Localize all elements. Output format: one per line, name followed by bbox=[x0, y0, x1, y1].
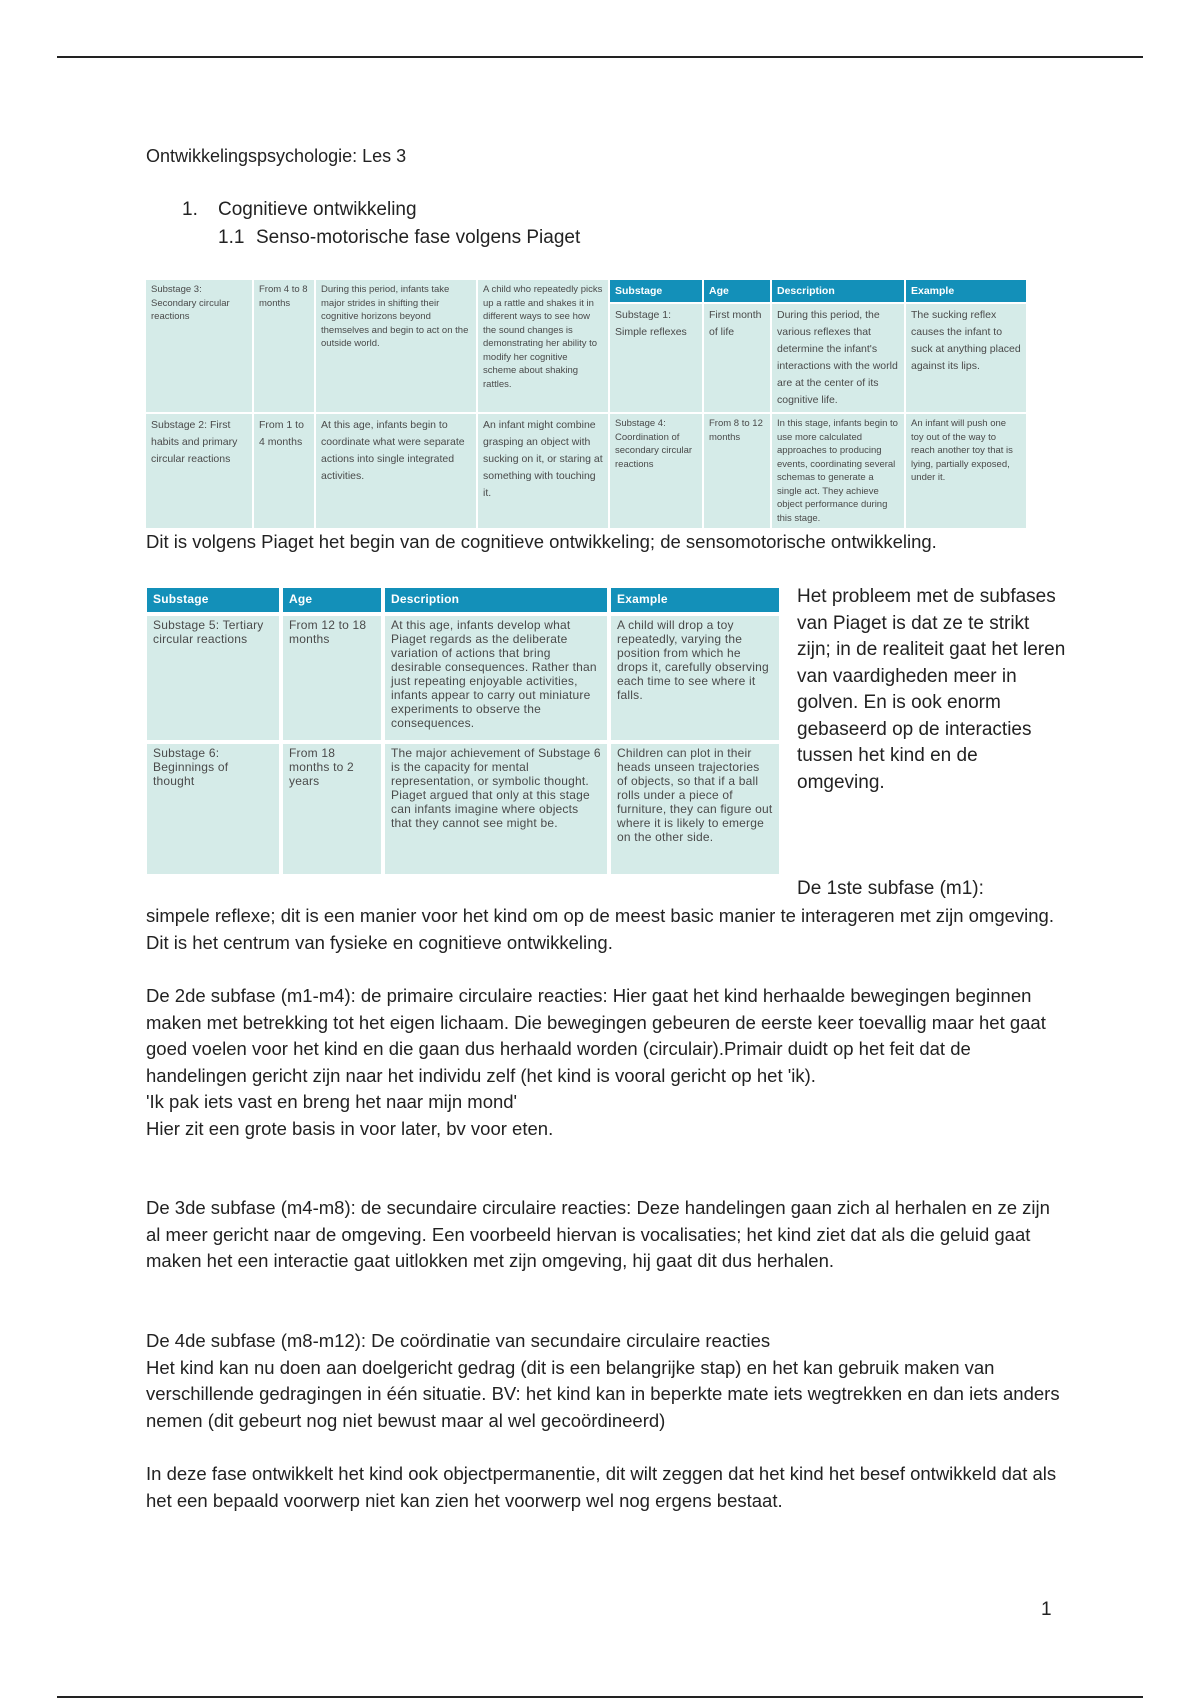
table-cell: Substage 5: Tertiary circular reactions bbox=[147, 616, 279, 740]
table-header-cell: Age bbox=[283, 588, 381, 612]
table-cell: Children can plot in their heads unseen trajectories of objects, so that if a ball rolls under a piece of furniture, they can figure out where it is likely to emerge on the other side. bbox=[611, 744, 779, 874]
paragraph-subfase-1: simpele reflexe; dit is een manier voor het kind om op de meest basic manier te interageren met zijn omgeving. Dit is het centrum van fysieke en cognitieve ontwikkeling. bbox=[146, 905, 1054, 953]
table-header-cell: Substage bbox=[147, 588, 279, 612]
page-number: 1 bbox=[1041, 1599, 1052, 1620]
table-cell: From 4 to 8 months bbox=[254, 280, 314, 412]
paragraph-text: Hier zit een grote basis in voor later, bv voor eten. bbox=[146, 1117, 554, 1139]
table-caption: Dit is volgens Piaget het begin van de cognitieve ontwikkeling; de sensomotorische ontwikkeling. bbox=[146, 531, 937, 552]
table-cell: Substage 2: First habits and primary circular reactions bbox=[146, 414, 252, 528]
table-cell: At this age, infants begin to coordinate what were separate actions into single integrated activities. bbox=[316, 414, 476, 528]
table-cell: First month of life bbox=[704, 304, 770, 412]
table-cell: The sucking reflex causes the infant to suck at anything placed against its lips. bbox=[906, 304, 1026, 412]
table-cell: In this stage, infants begin to use more calculated approaches to producing events, coordinating several schemas to generate a single act. They achieve object performance during this stage. bbox=[772, 414, 904, 528]
side-note: Het probleem met de subfases van Piaget is dat ze te strikt zijn; in de realiteit gaat het leren van vaardigheden meer in golven. En is ook enorm gebaseerd op de interacties tussen het kind en de omgeving. bbox=[797, 586, 1066, 793]
table-cell: The major achievement of Substage 6 is the capacity for mental representation, or symbolic thought. Piaget argued that only at this stage can infants imagine where objects that they cannot see might be. bbox=[385, 744, 607, 874]
table-cell: Substage 4: Coordination of secondary circular reactions bbox=[610, 414, 702, 528]
table-cell: Substage 1: Simple reflexes bbox=[610, 304, 702, 412]
heading-text: Cognitieve ontwikkeling bbox=[218, 199, 417, 220]
table-cell: At this age, infants develop what Piaget regards as the deliberate variation of actions that bring desirable consequences. Rather than just repeating enjoyable activities, infants appear to carry out miniature experiments to observe the consequences. bbox=[385, 616, 607, 740]
table-cell: A child will drop a toy repeatedly, varying the position from which he drops it, carefully observing each time to see where it falls. bbox=[611, 616, 779, 740]
piaget-substages-table-1 bbox=[146, 280, 1021, 524]
heading-number: 1. bbox=[182, 199, 198, 220]
piaget-substages-table-2 bbox=[147, 588, 779, 874]
table-cell: During this period, infants take major strides in shifting their cognitive horizons beyond themselves and begin to act on the outside world. bbox=[316, 280, 476, 412]
paragraph-subfase-2 bbox=[146, 983, 1066, 1143]
table-cell: An infant will push one toy out of the way to reach another toy that is lying, partially exposed, under it. bbox=[906, 414, 1026, 528]
document-title: Ontwikkelingspsychologie: Les 3 bbox=[146, 146, 407, 166]
table-cell: Substage 3: Secondary circular reactions bbox=[146, 280, 252, 412]
paragraph-subfase-4 bbox=[146, 1328, 1066, 1434]
table-header-cell: Example bbox=[611, 588, 779, 612]
footer-rule bbox=[57, 1696, 1143, 1698]
subheading-text: Senso-motorische fase volgens Piaget bbox=[256, 227, 581, 248]
paragraph-text: De 2de subfase (m1-m4): de primaire circulaire reacties: Hier gaat het kind herhaalde bewegingen beginnen maken met betrekking tot het eigen lichaam. Die bewegingen gebeuren de eerste keer toevallig maar het gaat goed voelen voor het kind en die gaan dus herhaald worden (circulair).Primair duidt op het feit dat de handelingen gericht zijn naar het individu zelf (het kind is vooral gericht op het 'ik). bbox=[146, 985, 1046, 1086]
paragraph-subfase-3: De 3de subfase (m4-m8): de secundaire circulaire reacties: Deze handelingen gaan zich al herhalen en ze zijn al meer gericht naar de omgeving. Een voorbeeld hiervan is vocalisaties; het kind ziet dat als die geluid gaat maken het een interactie gaat uitlokken met zijn omgeving, hij gaat dit dus herhalen. bbox=[146, 1197, 1050, 1272]
table-cell: During this period, the various reflexes that determine the infant's interactions with the world are at the center of its cognitive life. bbox=[772, 304, 904, 412]
table-header-cell: Description bbox=[385, 588, 607, 612]
table-cell: An infant might combine grasping an object with sucking on it, or staring at something with touching it. bbox=[478, 414, 608, 528]
table-cell: From 8 to 12 months bbox=[704, 414, 770, 528]
table-header-cell: Age bbox=[704, 280, 770, 302]
table-cell: From 12 to 18 months bbox=[283, 616, 381, 740]
table-cell: From 18 months to 2 years bbox=[283, 744, 381, 874]
paragraph-objectpermanentie: In deze fase ontwikkelt het kind ook objectpermanentie, dit wilt zeggen dat het kind het besef ontwikkeld dat als het een bepaald voorwerp niet kan zien het voorwerp wel nog ergens bestaat. bbox=[146, 1463, 1057, 1511]
table-cell: A child who repeatedly picks up a rattle and shakes it in different ways to see how the sound changes is demonstrating her ability to modify her cognitive scheme about shaking rattles. bbox=[478, 280, 608, 412]
subheading-number: 1.1 bbox=[218, 227, 245, 248]
subheading-senso-motorische-fase bbox=[218, 227, 580, 249]
header-rule bbox=[57, 56, 1143, 58]
side-note-tail: De 1ste subfase (m1): bbox=[797, 878, 984, 899]
table-cell: Substage 6: Beginnings of thought bbox=[147, 744, 279, 874]
paragraph-quote: 'Ik pak iets vast en breng het naar mijn mond' bbox=[146, 1091, 518, 1113]
table-header-cell: Description bbox=[772, 280, 904, 302]
heading-cognitieve-ontwikkeling bbox=[182, 199, 417, 221]
paragraph-heading: De 4de subfase (m8-m12): De coördinatie van secundaire circulaire reacties bbox=[146, 1330, 771, 1351]
table-cell: From 1 to 4 months bbox=[254, 414, 314, 528]
table-header-cell: Substage bbox=[610, 280, 702, 302]
table-header-cell: Example bbox=[906, 280, 1026, 302]
paragraph-text: Het kind kan nu doen aan doelgericht gedrag (dit is een belangrijke stap) en het kan gebruik maken van verschillende gedragingen in één situatie. BV: het kind kan in beperkte mate iets wegtrekken en dan iets anders nemen (dit gebeurt nog niet bewust maar al wel gecoördineerd) bbox=[146, 1356, 1060, 1431]
